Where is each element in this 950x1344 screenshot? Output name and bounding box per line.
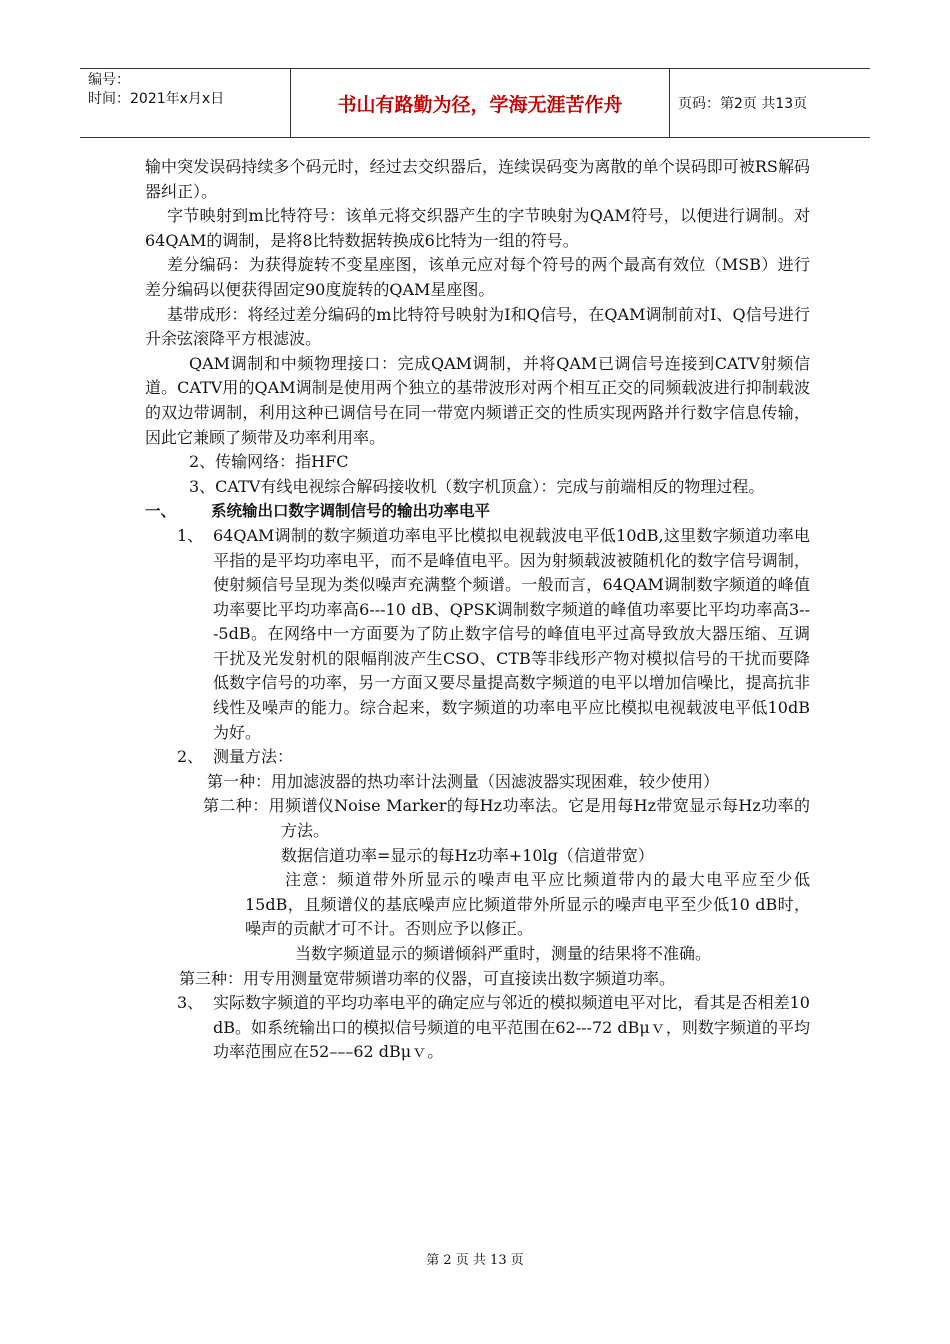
- page-header: [80, 68, 870, 138]
- list-item-1-number: 1、: [177, 525, 204, 545]
- section-heading: [145, 499, 810, 524]
- list-item-1: [177, 524, 810, 745]
- list-item-2-number: 2、: [177, 747, 204, 767]
- spectrum-tilt-note: 当数字频道显示的频谱倾斜严重时，测量的结果将不准确。: [295, 944, 712, 963]
- paragraph-byte-mapping: 字节映射到m比特符号：该单元将交织器产生的字节映射为QAM符号，以便进行调制。对64QAM的调制，是将8比特数据转换成6比特为一组的符号。: [145, 206, 810, 250]
- paragraph-transmission-network: 2、传输网络：指HFC: [189, 452, 349, 472]
- method-one: 第一种：用加滤波器的热功率计法测量（因滤波器实现困难，较少使用）: [207, 771, 720, 791]
- section-number: 一、: [145, 502, 177, 521]
- paragraph-qam-modulation: QAM调制和中频物理接口：完成QAM调制，并将QAM已调信号连接到CATV射频信道。CATV用的QAM调制是使用两个独立的基带波形对两个相互正交的同频载波进行抑制载波的双边带调制，利用这种已调信号在同一带宽内频谱正交的性质实现两路并行数字信息传输，因此它兼顾了频带及功率利用率。: [145, 353, 810, 447]
- list-item-3: [177, 991, 810, 1065]
- paragraph-rs-decoder: 输中突发误码持续多个码元时，经过去交织器后，连续误码变为离散的单个误码即可被RS解码器纠正）。: [145, 157, 810, 201]
- list-item-2: [177, 745, 810, 770]
- page-footer: 第 2 页 共 13 页: [426, 1253, 524, 1268]
- document-body: [145, 155, 810, 1065]
- time-label: 时间：2021年x月x日: [88, 91, 225, 107]
- paragraph-baseband-shaping: 基带成形：将经过差分编码的m比特符号映射为I和Q信号，在QAM调制前对I、Q信号进行升余弦滚降平方根滤波。: [145, 304, 810, 349]
- list-item-2-text: 测量方法：: [213, 747, 294, 767]
- list-item-1-text: 64QAM调制的数字频道功率电平比模拟电视载波电平低10dB,这里数字频道功率电平指的是平均功率电平，而不是峰值电平。因为射频载波被随机化的数字信号调制，使射频信号呈现为类似噪声充满整个频谱。一般而言，64QAM调制数字频道的峰值功率要比平均功率高6---10 dB、QPSK调制数字频道的峰值功率要比平均功率高3---5dB。在网络中一方面要为了防止数字信号的峰值电平过高导致放大器压缩、互调干扰及光发射机的限幅削波产生CSO、CTB等非线形产物对模拟信号的干扰而要降低数字信号的功率，另一方面又要尽量提高数字频道的电平以增加信噪比，提高抗非线性及噪声的能力。综合起来，数字频道的功率电平应比模拟电视载波电平低10dB为好。: [213, 525, 810, 742]
- header-meta: [80, 69, 291, 137]
- method-three: 第三种：用专用测量宽带频谱功率的仪器，可直接读出数字频道功率。: [179, 968, 676, 988]
- list-item-3-number: 3、: [177, 993, 204, 1013]
- list-item-3-text: 实际数字频道的平均功率电平的确定应与邻近的模拟频道电平对比，看其是否相差10 dB。如系统输出口的模拟信号频道的电平范围在62---72 dBμｖ，则数字频道的平均功率范围应在52–––62 dBμｖ。: [213, 993, 810, 1062]
- method-two: 第二种：用频谱仪Noise Marker的每Hz功率法。它是用每Hz带宽显示每Hz功率的方法。: [203, 796, 810, 841]
- measurement-note: 注意：频道带外所显示的噪声电平应比频道带内的最大电平应至少低15dB，且频谱仪的基底噪声应比频道带外所显示的噪声电平至少低10 dB时，噪声的贡献才可不计。否则应予以修正。: [245, 870, 810, 939]
- paragraph-differential-coding: 差分编码：为获得旋转不变星座图，该单元应对每个符号的两个最高有效位（MSB）进行差分编码以便获得固定90度旋转的QAM星座图。: [145, 255, 810, 299]
- power-formula: 数据信道功率=显示的每Hz功率+10lg（信道带宽）: [281, 845, 654, 865]
- paragraph-set-top-box: 3、CATV有线电视综合解码接收机（数字机顶盒）：完成与前端相反的物理过程。: [189, 476, 765, 496]
- section-title: 系统输出口数字调制信号的输出功率电平: [211, 502, 491, 521]
- number-label: 编号：: [88, 72, 130, 88]
- header-motto: 书山有路勤为径，学海无涯苦作舟: [291, 69, 670, 137]
- header-page-info: 页码：第2页 共13页: [678, 96, 808, 112]
